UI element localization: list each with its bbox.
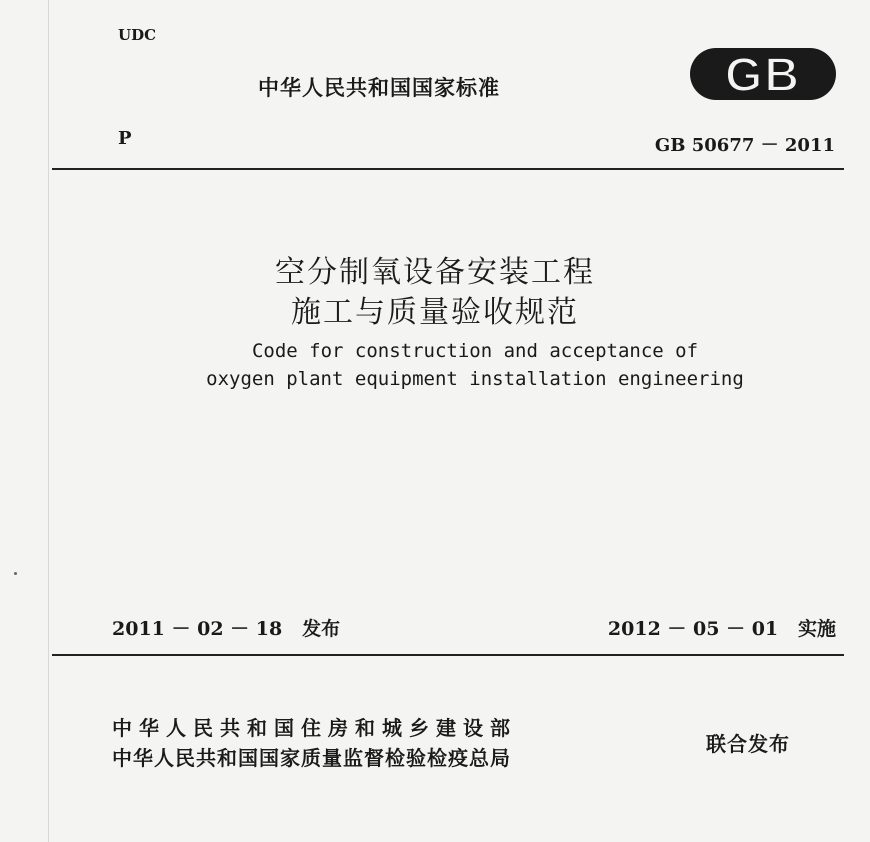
title-cn-line1: 空分制氧设备安装工程: [275, 255, 595, 290]
classification-code: P: [118, 128, 132, 149]
speck: [14, 572, 17, 575]
gb-logo-icon: [688, 44, 838, 104]
publisher-line1: 中华人民共和国住房和城乡建设部: [112, 716, 517, 740]
footer-rule: [52, 654, 844, 656]
title-en-line1: Code for construction and acceptance of: [251, 340, 699, 362]
national-standard-title: 中华人民共和国国家标准: [258, 76, 500, 100]
implementation-date: 2012 － 05 － 01 实施: [607, 618, 836, 640]
page-edge: [48, 0, 49, 842]
title-cn-line2: 施工与质量验收规范: [291, 295, 579, 330]
header-rule: [52, 168, 844, 170]
standard-number: GB 50677 － 2011: [654, 135, 835, 156]
title-en-line2: oxygen plant equipment installation engineering: [206, 368, 744, 390]
svg-text:GB: GB: [725, 49, 801, 102]
issue-date: 2011 － 02 － 18 发布: [112, 618, 341, 640]
udc-label: UDC: [118, 26, 157, 44]
joint-issue-label: 联合发布: [706, 732, 790, 756]
publisher-line2: 中华人民共和国国家质量监督检验检疫总局: [112, 746, 511, 770]
